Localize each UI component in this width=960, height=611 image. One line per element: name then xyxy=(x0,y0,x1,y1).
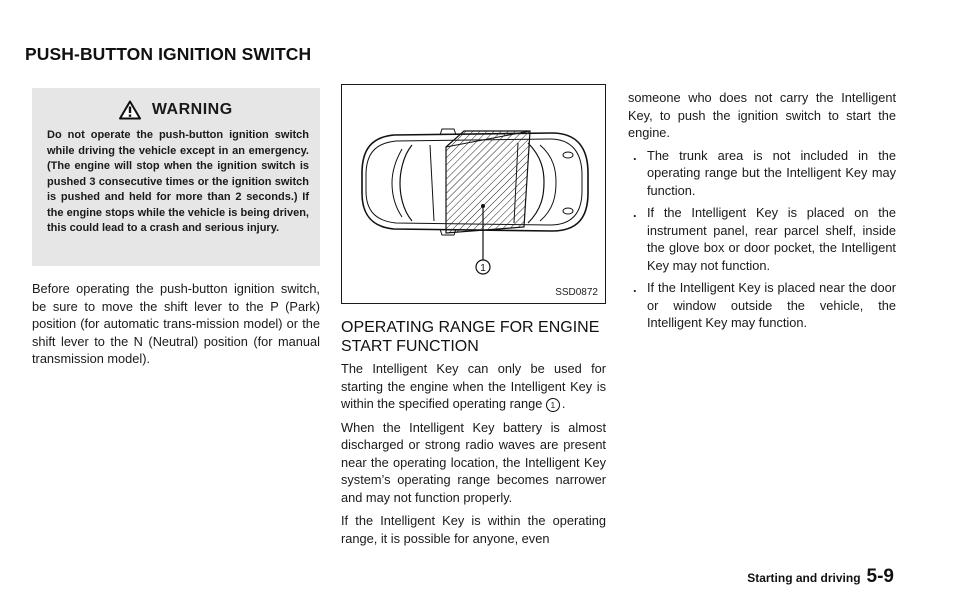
intro-paragraph: Before operating the push-button ignition switch, be sure to move the shift lever to the P (Park) position (for automatic trans-mission model) or the shift lever to the N (Neutral) position (for manual transmission model). xyxy=(32,281,320,366)
column-three xyxy=(628,89,896,337)
para1-text: The Intelligent Key can only be used for starting the engine when the Intelligent Key is within the specified operating range xyxy=(341,361,606,411)
warning-triangle-icon xyxy=(119,100,141,120)
operating-range-figure xyxy=(341,84,606,304)
bullet-mark: . xyxy=(633,205,637,220)
list-item xyxy=(628,204,896,274)
operating-range-para1 xyxy=(341,360,606,413)
operating-range-para2: When the Intelligent Key battery is almost discharged or strong radio waves are present near the operating location, the Intelligent Key system’s operating range becomes narrower and may not function properly. xyxy=(341,419,606,505)
car-top-view-diagram xyxy=(342,85,605,303)
range-marker: 1 xyxy=(546,398,560,412)
bullet-text: If the Intelligent Key is placed on the instrument panel, rear parcel shelf, inside the glove box or door pocket, the Intelligent Key may not function. xyxy=(647,205,896,273)
para1-end: . xyxy=(561,396,566,411)
warning-header xyxy=(32,100,320,120)
operating-range-zone xyxy=(446,131,530,233)
warning-text: Do not operate the push-button ignition switch while driving the vehicle except in an emergency. (The engine will stop when the ignition switch is pushed 3 consecutive times or the ignition switch is pushed and held for more than 2 seconds.) If the engine stops while the vehicle is being driven, this could lead to a crash and serious injury. xyxy=(47,129,309,234)
warning-title: WARNING xyxy=(151,101,233,118)
operating-range-heading: OPERATING RANGE FOR ENGINE START FUNCTION xyxy=(341,319,600,355)
callout-number: 1 xyxy=(480,263,486,274)
page-footer xyxy=(747,566,894,588)
bullet-text: If the Intelligent Key is placed near the door or window outside the vehicle, the Intelligent Key may function. xyxy=(647,280,896,330)
operating-range-para3: If the Intelligent Key is within the operating range, it is possible for anyone, even xyxy=(341,513,606,546)
warning-box xyxy=(32,88,320,266)
operating-range-body xyxy=(341,360,606,553)
bullet-text: The trunk area is not included in the operating range but the Intelligent Key may function. xyxy=(647,147,896,198)
operating-range-para3-cont: someone who does not carry the Intelligent Key, to push the ignition switch to start the engine. xyxy=(628,90,896,140)
list-item xyxy=(628,147,896,200)
range-bullet-list xyxy=(628,147,896,332)
section-title: PUSH-BUTTON IGNITION SWITCH xyxy=(25,44,312,64)
footer-section-name: Starting and driving xyxy=(747,571,861,585)
bullet-mark: . xyxy=(633,280,637,295)
bullet-mark: . xyxy=(633,147,637,163)
page-number: 5-9 xyxy=(866,566,894,587)
list-item xyxy=(628,279,896,332)
figure-code: SSD0872 xyxy=(555,287,598,298)
